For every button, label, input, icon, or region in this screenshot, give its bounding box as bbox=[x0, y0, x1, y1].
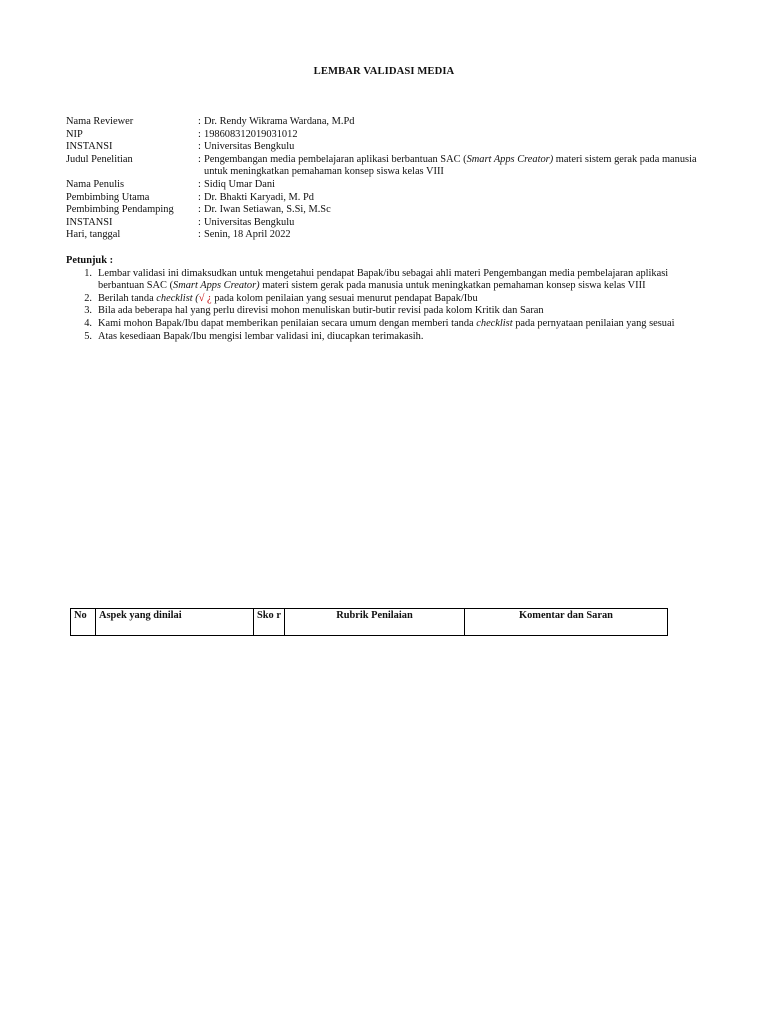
research-title: Pengembangan media pembelajaran aplikasi berbantuan SAC (Smart Apps Creator) materi sistem gerak pada manusia untuk meningkatkan pemahaman konsep siswa kelas VIII bbox=[204, 153, 697, 178]
list-item: 3. Bila ada beberapa hal yang perlu direvisi mohon menuliskan butir-butir revisi pada kolom Kritik dan Saran bbox=[84, 305, 544, 317]
list-item: 4. Kami mohon Bapak/Ibu dapat memberikan penilaian secara umum dengan memberi tanda checklist pada pernyataan penilaian yang sesuai bbox=[84, 317, 675, 329]
info-label: Judul Penelitian bbox=[66, 153, 133, 165]
list-item: 5. Atas kesediaan Bapak/Ibu mengisi lembar validasi ini, diucapkan terimakasih. bbox=[84, 330, 424, 342]
info-row-judul bbox=[66, 154, 716, 179]
header-no: No bbox=[71, 609, 96, 636]
colon: : bbox=[198, 216, 201, 228]
colon: : bbox=[198, 128, 201, 140]
info-value: Dr. Bhakti Karyadi, M. Pd bbox=[204, 191, 314, 203]
page-title: LEMBAR VALIDASI MEDIA bbox=[313, 66, 455, 77]
info-label: NIP bbox=[66, 128, 83, 140]
reviewer-info bbox=[66, 116, 716, 242]
header-rubrik: Rubrik Penilaian bbox=[285, 609, 465, 636]
info-label: Pembimbing Utama bbox=[66, 191, 150, 203]
colon: : bbox=[198, 229, 201, 241]
colon: : bbox=[198, 178, 201, 190]
instructions bbox=[66, 255, 716, 343]
checkmark-icon: √ ¿ bbox=[198, 292, 212, 304]
table-header-row bbox=[71, 609, 668, 636]
header-aspek: Aspek yang dinilai bbox=[96, 609, 254, 636]
info-row-instansi-2 bbox=[66, 217, 716, 230]
info-label: Nama Reviewer bbox=[66, 116, 134, 127]
info-row-reviewer bbox=[66, 116, 716, 129]
header-komentar: Komentar dan Saran bbox=[465, 609, 668, 636]
info-value: 198608312019031012 bbox=[204, 128, 298, 140]
info-label: Pembimbing Pendamping bbox=[66, 204, 174, 216]
info-label: INSTANSI bbox=[66, 141, 113, 153]
assessment-table bbox=[70, 608, 668, 636]
info-row-pembimbing-pendamping bbox=[66, 204, 716, 217]
info-value: Universitas Bengkulu bbox=[204, 141, 295, 153]
instructions-title: Petunjuk : bbox=[66, 255, 114, 266]
info-row-nip bbox=[66, 129, 716, 142]
colon: : bbox=[198, 116, 201, 127]
header-skor: Sko r bbox=[254, 609, 285, 636]
list-item: 2. Berilah tanda checklist (√ ¿ pada kolom penilaian yang sesuai menurut pendapat Bapak/Ibu bbox=[84, 292, 478, 304]
info-row-pembimbing-utama bbox=[66, 192, 716, 205]
info-value: Dr. Rendy Wikrama Wardana, M.Pd bbox=[204, 116, 355, 127]
info-value: Senin, 18 April 2022 bbox=[204, 229, 291, 241]
info-value: Dr. Iwan Setiawan, S.Si, M.Sc bbox=[204, 204, 331, 216]
colon: : bbox=[198, 141, 201, 153]
info-value: Sidiq Umar Dani bbox=[204, 178, 275, 190]
info-row-instansi bbox=[66, 141, 716, 154]
colon: : bbox=[198, 204, 201, 216]
info-label: Hari, tanggal bbox=[66, 229, 121, 241]
info-row-penulis bbox=[66, 179, 716, 192]
info-row-tanggal bbox=[66, 229, 716, 242]
instructions-list bbox=[66, 268, 716, 344]
info-value: Universitas Bengkulu bbox=[204, 216, 295, 228]
colon: : bbox=[198, 191, 201, 203]
list-item: 1. Lembar validasi ini dimaksudkan untuk mengetahui pendapat Bapak/ibu sebagai ahli materi Pengembangan media pembelajaran aplikasi berbantuan SAC (Smart Apps Creator) materi sistem gerak pada manusia untuk meningkatkan pemahaman konsep siswa kelas VIII bbox=[84, 267, 669, 292]
colon: : bbox=[198, 153, 201, 165]
info-label: INSTANSI bbox=[66, 216, 113, 228]
info-label: Nama Penulis bbox=[66, 178, 125, 190]
